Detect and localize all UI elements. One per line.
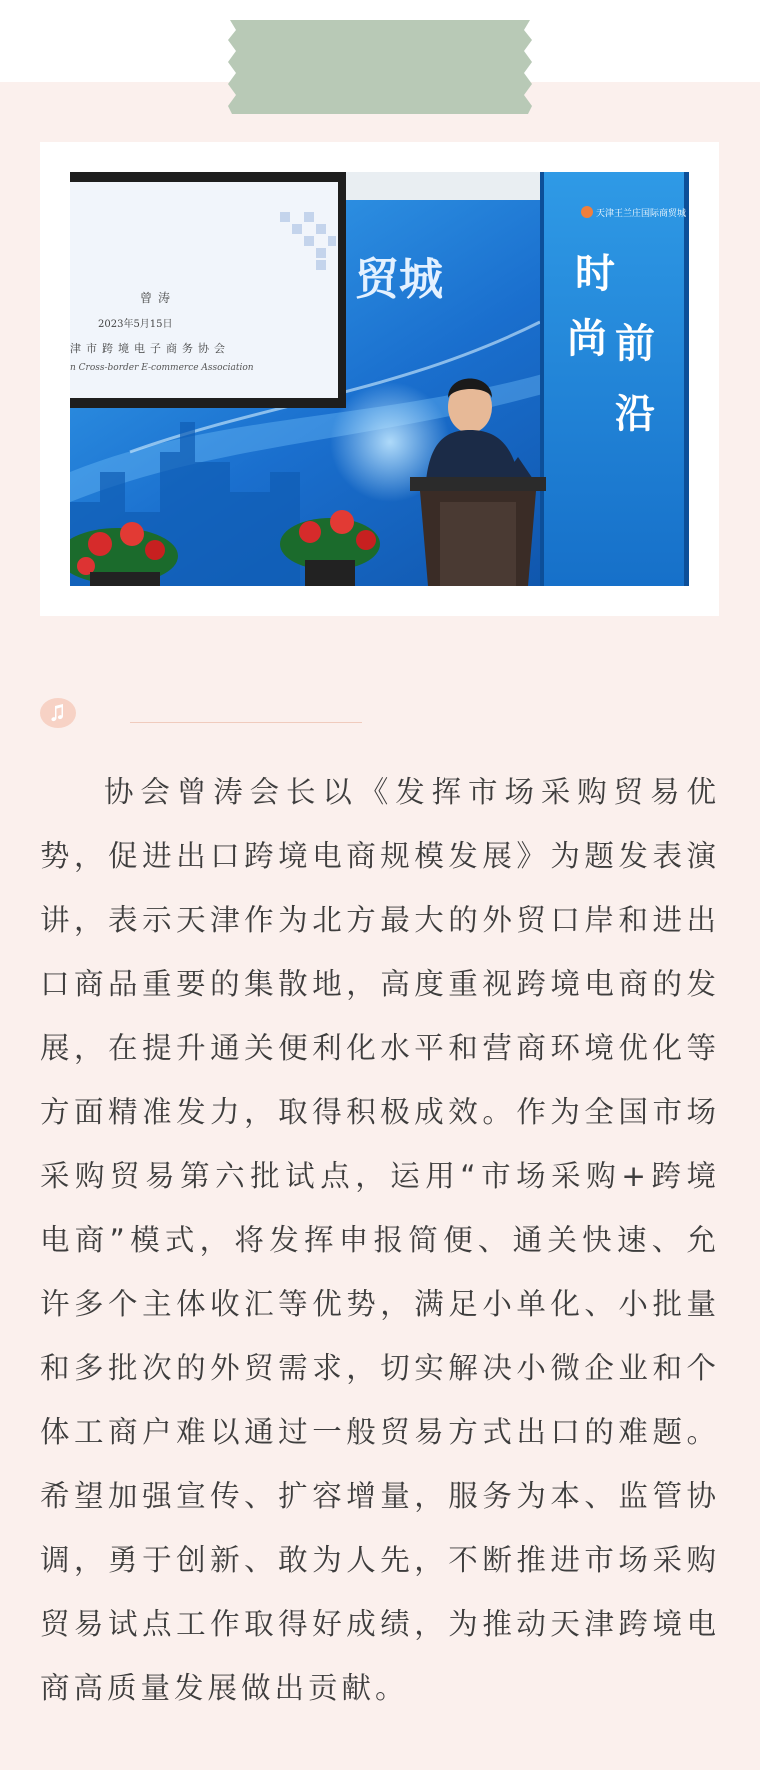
- event-photo: [70, 172, 689, 586]
- washi-tape-decoration: [224, 20, 536, 114]
- article-paragraph: 协会曾涛会长以《发挥市场采购贸易优势，促进出口跨境电商规模发展》为题发表演讲，表示天津作为北方最大的外贸口岸和进出口商品重要的集散地，高度重视跨境电商的发展，在提升通关便利化水平和营商环境优化等方面精准发力，取得积极成效。作为全国市场采购贸易第六批试点，运用“市场采购+跨境电商”模式，将发挥申报简便、通关快速、允许多个主体收汇等优势，满足小单化、小批量和多批次的外贸需求，切实解决小微企业和个体工商户难以通过一般贸易方式出口的难题。希望加强宣传、扩容增量，服务为本、监管协调，勇于创新、敢为人先，不断推进市场采购贸易试点工作取得好成绩，为推动天津跨境电商高质量发展做出贡献。: [40, 775, 720, 1705]
- backdrop-big-text: 贸城: [355, 254, 443, 305]
- banner-char-1: 时: [575, 250, 615, 297]
- banner-char-2: 尚: [567, 315, 607, 362]
- slide-speaker-name: 曾涛: [140, 291, 177, 305]
- banner-char-4: 沿: [615, 390, 655, 437]
- slide-org-name: 津市跨境电子商务协会: [70, 342, 230, 355]
- slide-org-english: n Cross-border E-commerce Association: [70, 363, 254, 373]
- banner-logo-text: 天津王兰庄国际商贸城: [596, 209, 687, 219]
- banner-char-3: 前: [615, 320, 655, 367]
- music-note-icon: [40, 697, 76, 729]
- photo-frame: [40, 142, 719, 616]
- section-divider-line: [130, 722, 362, 723]
- slide-date: 2023年5月15日: [98, 319, 173, 330]
